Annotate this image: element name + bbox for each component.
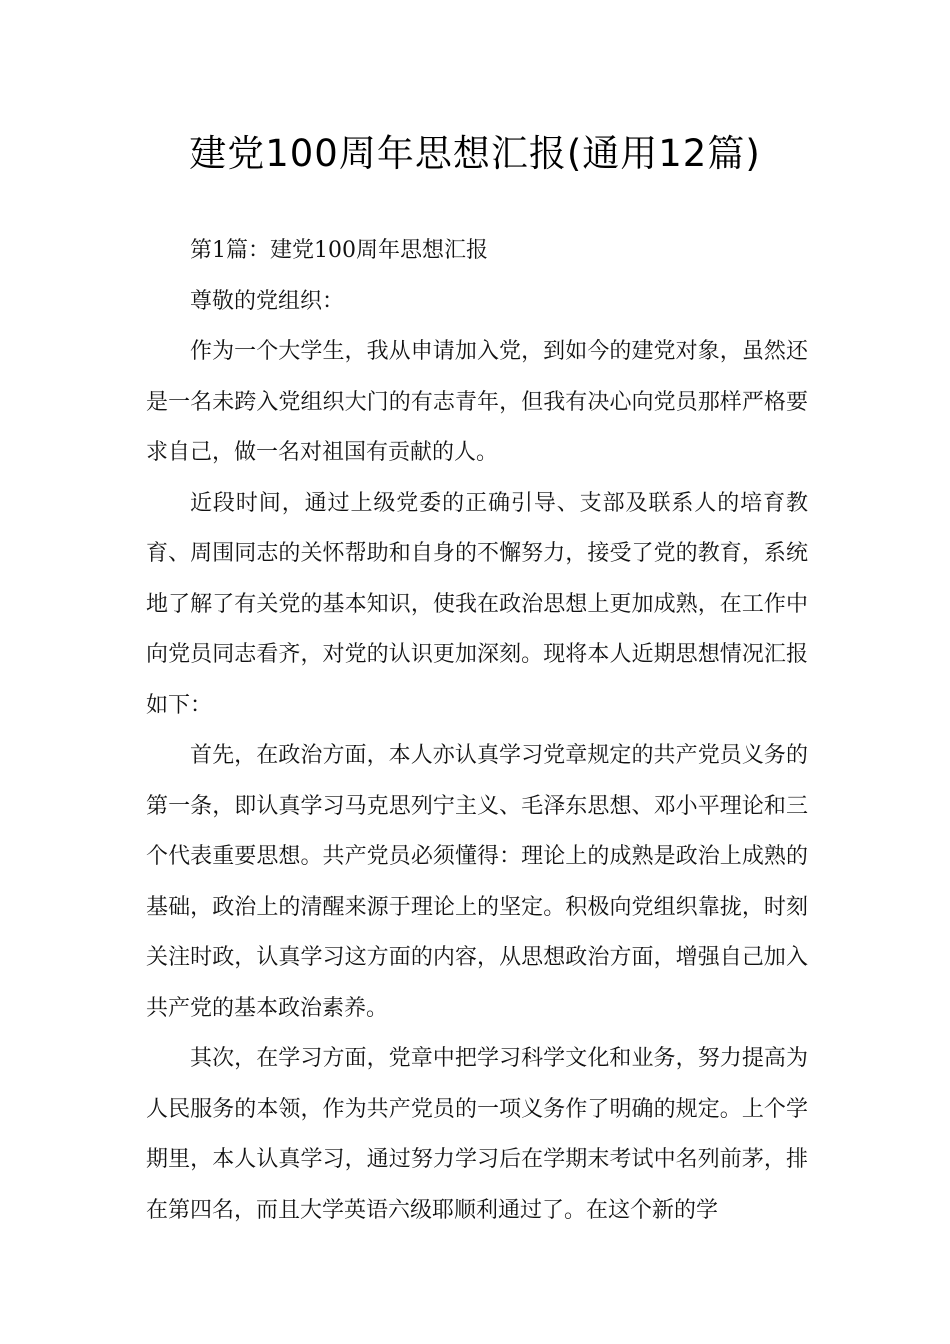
- document-body: [146, 226, 808, 1236]
- paragraph: 首先，在政治方面，本人亦认真学习党章规定的共产党员义务的第一条，即认真学习马克思列宁主义、毛泽东思想、邓小平理论和三个代表重要思想。共产党员必须懂得：理论上的成熟是政治上成熟的基础，政治上的清醒来源于理论上的坚定。积极向党组织靠拢，时刻关注时政，认真学习这方面的内容，从思想政治方面，增强自己加入共产党的基本政治素养。: [146, 743, 808, 1021]
- paragraph: 近段时间，通过上级党委的正确引导、支部及联系人的培育教育、周围同志的关怀帮助和自身的不懈努力，接受了党的教育，系统地了解了有关党的基本知识，使我在政治思想上更加成熟，在工作中向党员同志看齐，对党的认识更加深刻。现将本人近期思想情况汇报如下：: [146, 490, 808, 718]
- document-title: 建党100周年思想汇报(通用12篇): [189, 132, 761, 175]
- paragraph: 作为一个大学生，我从申请加入党，到如今的建党对象，虽然还是一名未跨入党组织大门的有志青年，但我有决心向党员那样严格要求自己，做一名对祖国有贡献的人。: [146, 339, 808, 465]
- paragraph-salutation: 尊敬的党组织：: [190, 288, 345, 314]
- paragraph-heading: 第1篇：建党100周年思想汇报: [190, 238, 488, 263]
- paragraph: 其次，在学习方面，党章中把学习科学文化和业务，努力提高为人民服务的本领，作为共产党员的一项义务作了明确的规定。上个学期里，本人认真学习，通过努力学习后在学期末考试中名列前茅，排在第四名，而且大学英语六级耶顺利通过了。在这个新的学: [146, 1046, 808, 1223]
